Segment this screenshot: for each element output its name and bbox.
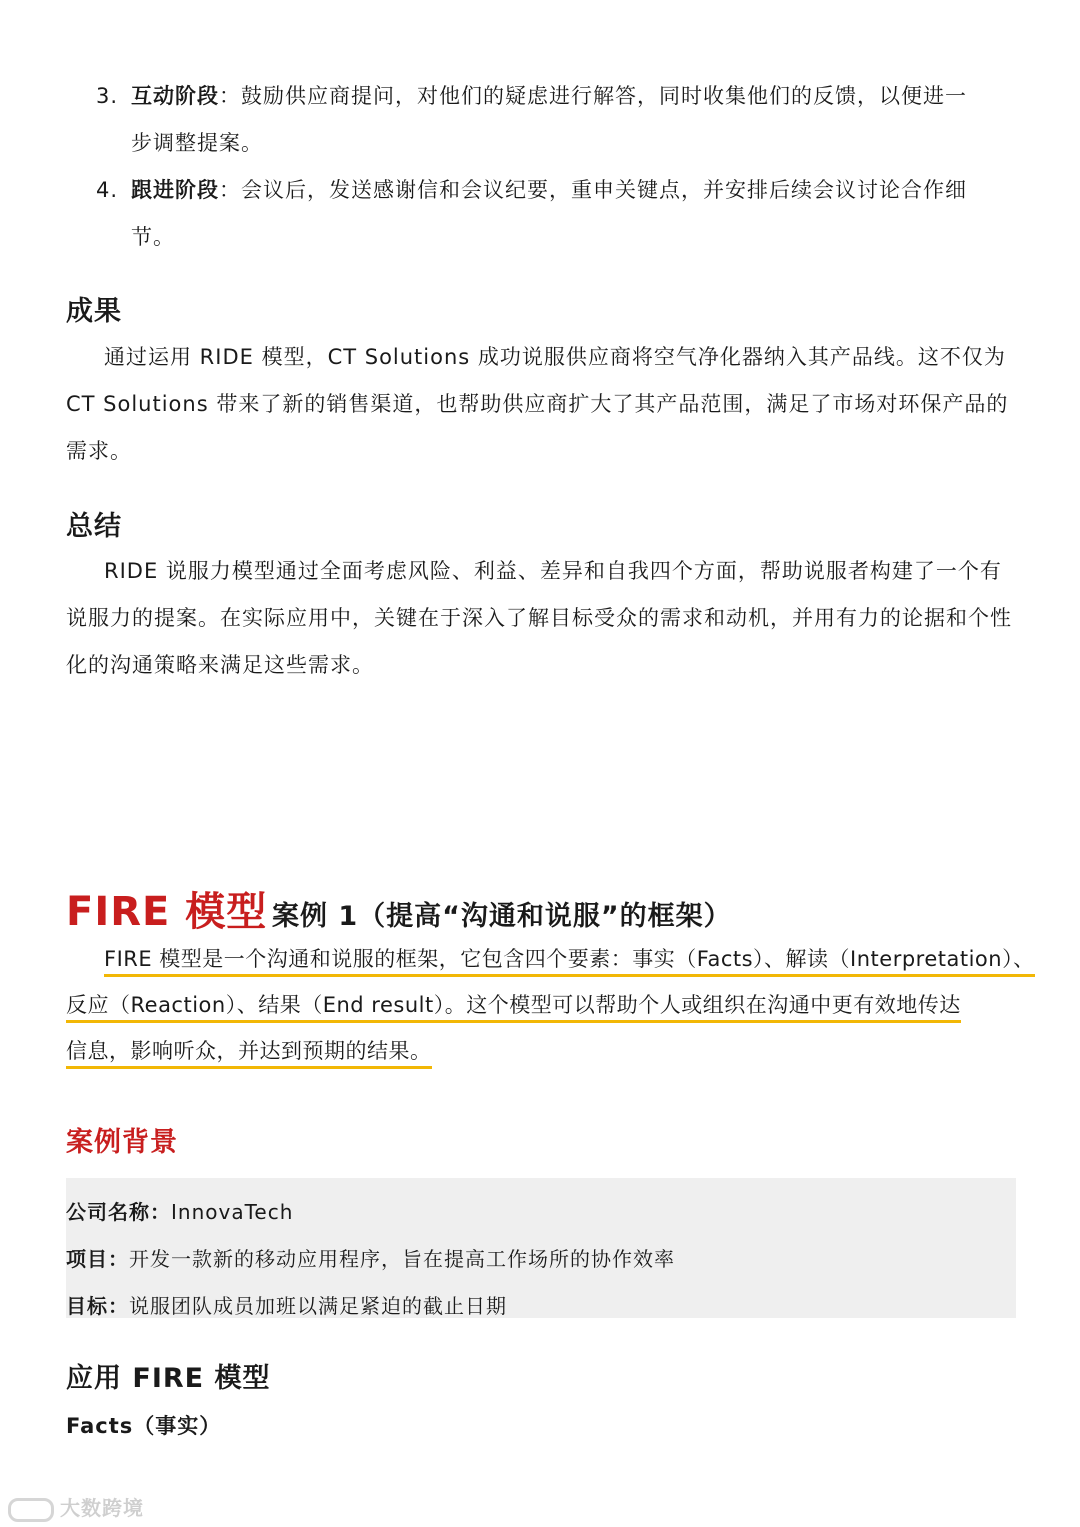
list-item-separator: ： [219,84,241,108]
list-number: 4. [96,178,119,202]
facts-heading: Facts（事实） [66,1414,222,1438]
goal-row [66,1290,507,1319]
project-label: 项目： [66,1247,129,1271]
steps-list [96,73,1026,261]
list-item-text: 会议后，发送感谢信和会议纪要，重申关键点，并安排后续会议讨论合作细 [241,178,967,202]
list-item-text-cont: 节。 [131,225,175,249]
apply-heading: 应用 FIRE 模型 [66,1363,271,1394]
list-item-text: 鼓励供应商提问，对他们的疑虑进行解答，同时收集他们的反馈，以便进一 [241,84,967,108]
goal-label: 目标： [66,1294,129,1318]
list-item [96,167,1026,261]
watermark [8,1492,144,1522]
results-heading: 成果 [66,296,122,327]
list-item-text-cont: 步调整提案。 [131,131,263,155]
company-label: 公司名称： [66,1200,171,1224]
company-row [66,1196,293,1225]
fire-intro [66,936,1036,1074]
list-item-label: 跟进阶段 [131,178,219,202]
company-value: InnovaTech [171,1200,294,1224]
fire-intro-line: FIRE 模型是一个沟通和说服的框架，它包含四个要素：事实（Facts）、解读（Interpretation）、 [104,947,1035,977]
fire-title: FIRE 模型 [66,889,268,935]
fire-intro-line: 信息，影响听众，并达到预期的结果。 [66,1039,432,1069]
results-paragraph: 通过运用 RIDE 模型，CT Solutions 成功说服供应商将空气净化器纳入其产品线。这不仅为 CT Solutions 带来了新的销售渠道，也帮助供应商扩大了其产品范围，满足了市场对环保产品的需求。 [66,345,1009,463]
summary-heading: 总结 [66,511,122,542]
background-heading: 案例背景 [66,1127,178,1158]
fire-intro-line: 反应（Reaction）、结果（End result）。这个模型可以帮助个人或组织在沟通中更有效地传达 [66,993,961,1023]
project-value: 开发一款新的移动应用程序，旨在提高工作场所的协作效率 [129,1247,675,1271]
project-row [66,1243,675,1272]
watermark-text: 大数跨境 [60,1496,144,1520]
list-item [96,73,1026,167]
watermark-logo-icon [8,1498,54,1522]
summary-paragraph: RIDE 说服力模型通过全面考虑风险、利益、差异和自我四个方面，帮助说服者构建了一个有说服力的提案。在实际应用中，关键在于深入了解目标受众的需求和动机，并用有力的论据和个性化的沟通策略来满足这些需求。 [66,559,1012,677]
goal-value: 说服团队成员加班以满足紧迫的截止日期 [129,1294,507,1318]
list-item-label: 互动阶段 [131,84,219,108]
list-number: 3. [96,84,119,108]
fire-subtitle: 案例 1（提高“沟通和说服”的框架） [272,901,732,932]
list-item-separator: ： [219,178,241,202]
